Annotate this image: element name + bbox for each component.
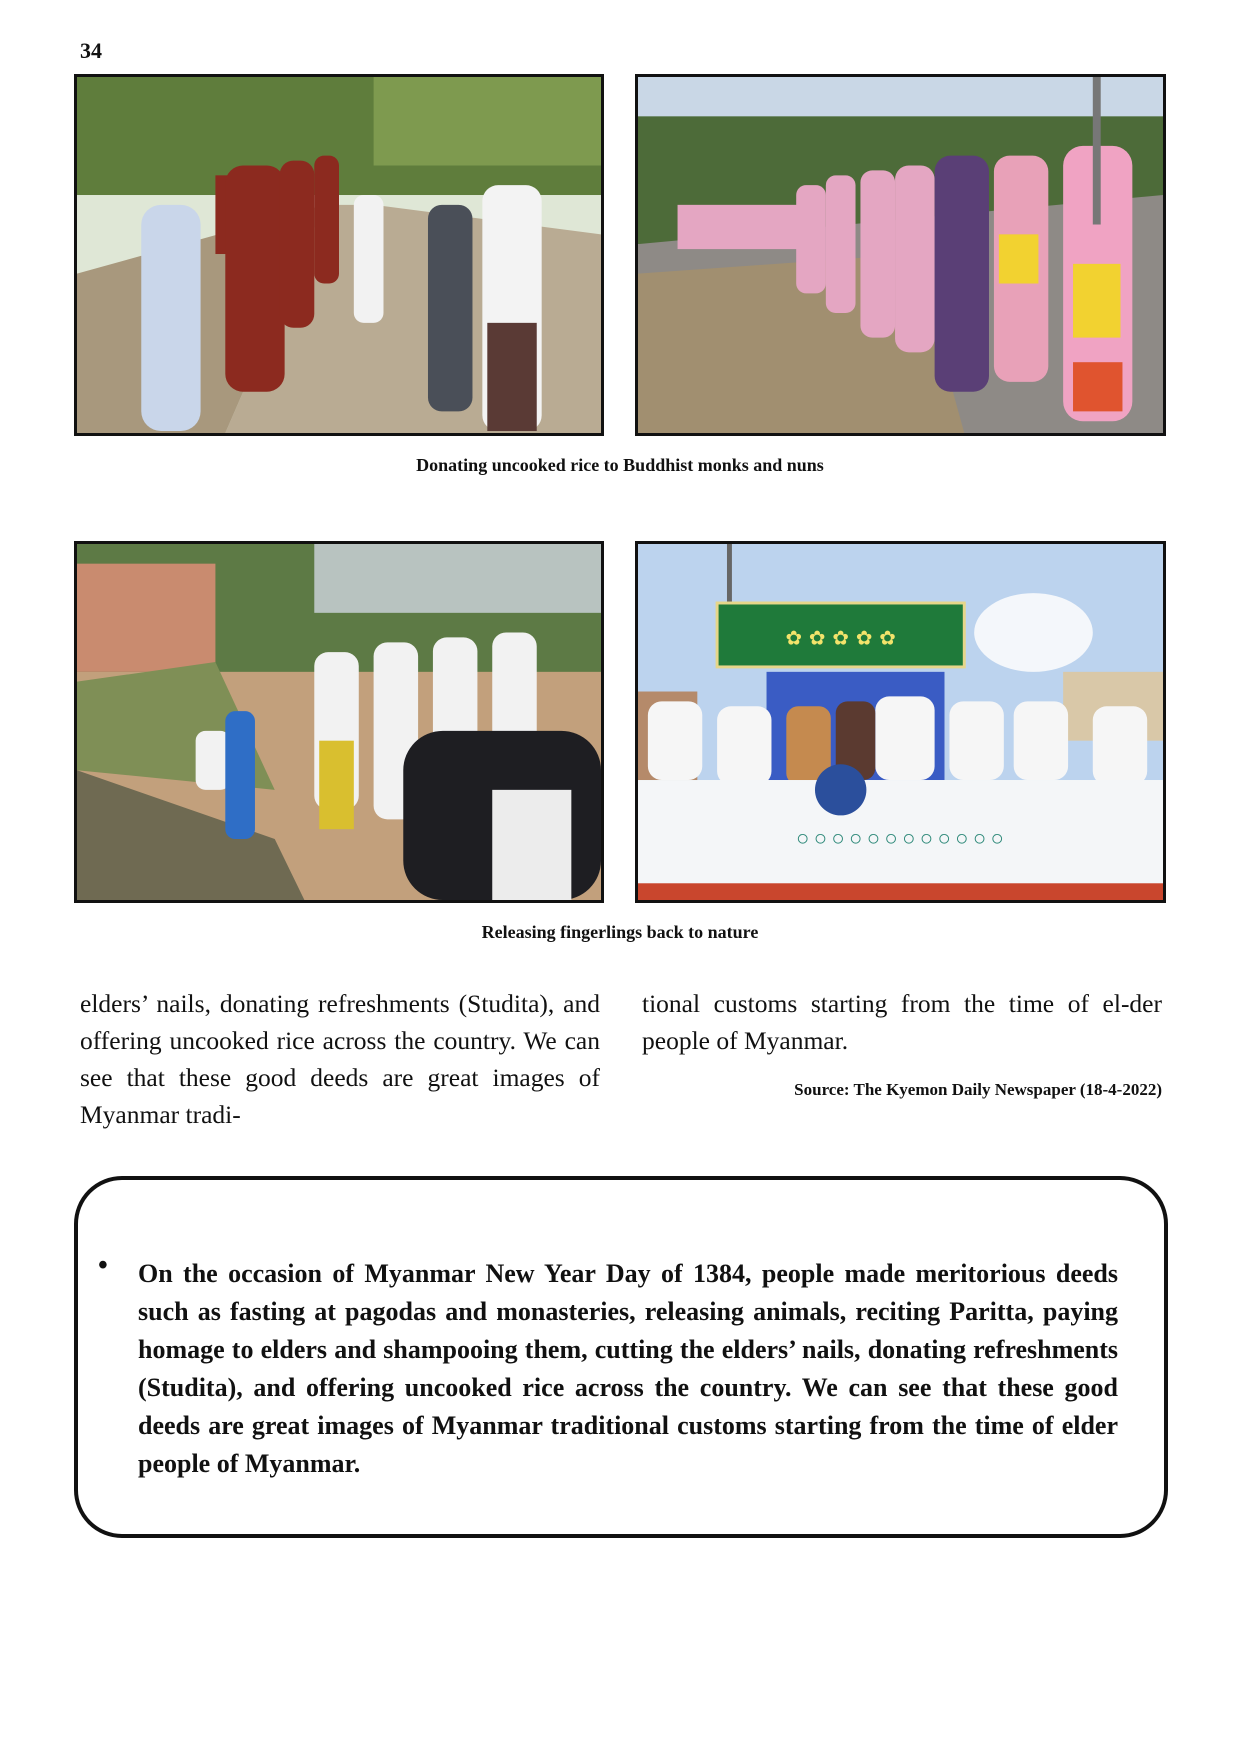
page-number: 34 [80,38,102,63]
summary-text: On the occasion of Myanmar New Year Day of 1384, people made meritorious deeds such as fasting at pagodas and monasteries, releasing animals, reciting Paritta, paying homage to elders and shampooing them, cutting the elders’ nails, donating refreshments (Studita), and offering uncooked rice across the country. We can see that these good deeds are great images of Myanmar traditional customs starting from the time of elder people of Myanmar. [138,1259,1118,1478]
body-left-column: elders’ nails, donating refreshments (Studita), and offering uncooked rice across the country. We can see that these good deeds are great images of Myanmar tradi- [80,989,600,1129]
photo-alms-monks-icon [77,77,601,433]
summary-box [74,1176,1168,1538]
caption-top: Donating uncooked rice to Buddhist monks and nuns [416,455,824,475]
photo-ceremony-stage-icon [638,544,1163,900]
caption-middle: Releasing fingerlings back to nature [481,922,759,942]
body-right-column: tional customs starting from the time of el-der people of Myanmar. [642,989,1162,1055]
photo-alms-nuns [635,74,1166,436]
photo-alms-nuns-icon [638,77,1163,433]
bullet-icon: • [98,1250,108,1281]
photo-fish-release-icon [77,544,601,900]
photo-alms-monks [74,74,604,436]
svg-text:◦◦◦◦◦◦◦◦◦◦◦◦: ◦◦◦◦◦◦◦◦◦◦◦◦ [793,822,1007,856]
source-citation: Source: The Kyemon Daily Newspaper (18-4-2022) [794,1080,1162,1099]
photo-ceremony-stage [635,541,1166,903]
svg-text:✿ ✿ ✿ ✿ ✿: ✿ ✿ ✿ ✿ ✿ [785,626,896,650]
photo-fish-release [74,541,604,903]
